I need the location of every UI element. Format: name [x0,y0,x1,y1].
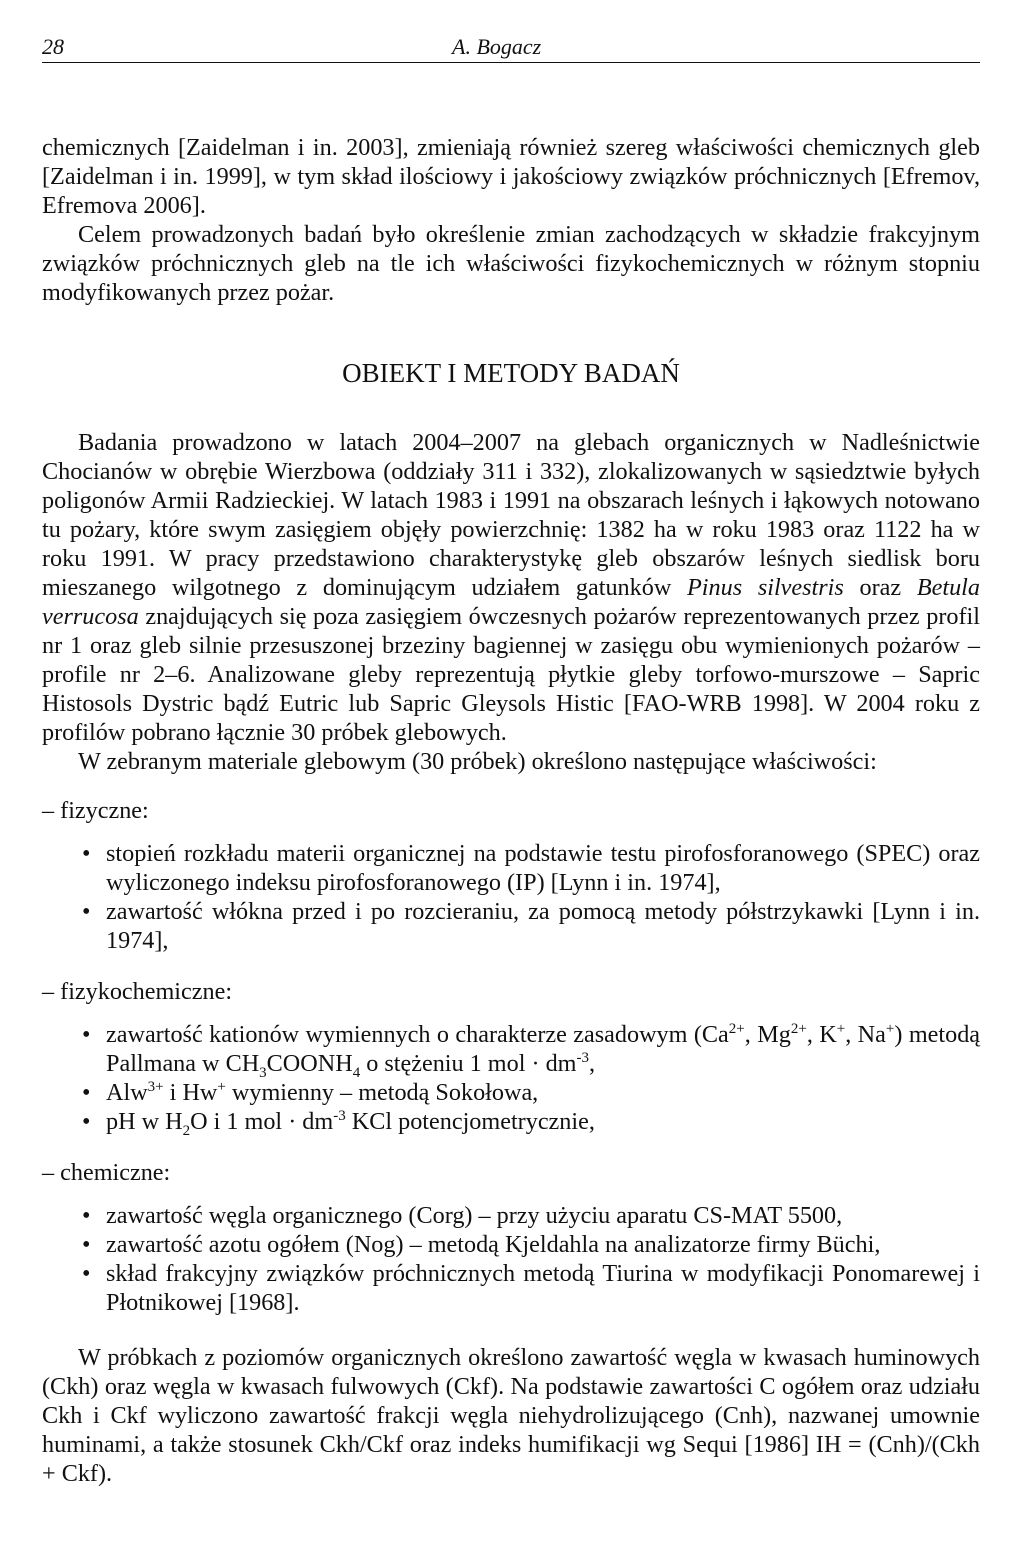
methods-text-c: znajdujących się poza zasięgiem ówczesnych pożarów reprezentowanych przez profil nr 1 oraz gleb silnie przesuszonej brzeziny bagiennej w zasięgu obu wymienionych pożarów – profile nr 2–6. Analizowane gleby reprezentują płytkie gleby torfowo-murszowe – Sapric Histosols Dystric bądź Eutric lub Sapric Gleysols Histic [FAO-WRB 1998]. W 2004 roku z profilów pobrano łącznie 30 próbek glebowych. [42,603,980,746]
running-header-author: A. Bogacz [452,34,542,59]
methods-text-a: Badania prowadzono w latach 2004–2007 na glebach organicznych w Nadleśnictwie Chocianów w obrębie Wierzbowa (oddziały 311 i 332), zlokalizowanych w sąsiedztwie byłych poligonów Armii Radzieckiej. W latach 1983 i 1991 na obszarach leśnych i łąkowych notowano tu pożary, które swym zasięgiem objęły powierzchnię: 1382 ha w roku 1983 oraz 1122 ha w roku 1991. W pracy przedstawiono charakterystykę gleb obszarów leśnych siedlisk boru mieszanego wilgotnego z dominującym udziałem gatunków [42,429,980,601]
species-pinus: Pinus silvestris [687,574,844,601]
running-header [42,30,980,63]
physicochemical-list [82,1020,981,1139]
body-text [42,133,980,1488]
list-item [82,1259,980,1317]
section-title: OBIEKT I METODY BADAŃ [342,358,680,388]
methods-paragraph-2: W zebranym materiale glebowym (30 próbek) określono następujące właściwości: [78,748,877,775]
list-item [82,1107,980,1139]
page-number: 28 [42,34,64,59]
list-item [82,1078,980,1107]
bullet-icon: • [82,1108,91,1135]
bullet-icon: • [82,1231,91,1258]
methods-text-b: oraz [843,574,917,601]
list-item-text: zawartość kationów wymiennych o charakterze zasadowym ($Ca^{2+}$, $Mg^{2+}$, K+, Na+) metodą Pallmana w $CH_3COONH_4$ o stężeniu 1 mol · $dm^{-3}$, [106,1020,981,1081]
list-item [82,1020,981,1081]
bullet-icon: • [82,1202,91,1229]
list-item-text: pH w $H_2O$ i 1 mol · $dm^{-3}$ KCl potencjometrycznie, [106,1107,595,1139]
species-betula: Betula verrucosa [42,574,980,630]
final-paragraph: W próbkach z poziomów organicznych określono zawartość węgla w kwasach huminowych (Ckh) oraz węgla w kwasach fulwowych (Ckf). Na podstawie zawartości C ogółem oraz udziału Ckh i Ckf wyliczono zawartość frakcji węgla niehydrolizującego (Cnh), nazwanej umownie huminami, a także stosunek Ckh/Ckf oraz indeks humifikacji wg Sequi [1986] IH = (Cnh)/(Ckh + Ckf). [42,1344,980,1487]
list-item-text: skład frakcyjny związków próchnicznych metodą Tiurina w modyfikacji Ponomarewej i Płotnikowej [1968]. [106,1260,980,1316]
bullet-icon: • [82,898,91,925]
intro-paragraph-1: chemicznych [Zaidelman i in. 2003], zmieniają również szereg właściwości chemicznych gleb [Zaidelman i in. 1999], w tym skład ilościowy i jakościowy związków próchnicznych [Efremov, Efremova 2006]. [42,134,980,219]
list-item-text: stopień rozkładu materii organicznej na podstawie testu pirofosforanowego (SPEC) oraz wyliczonego indeksu pirofosforanowego (IP) [Lynn i in. 1974], [106,840,980,896]
list-item [82,1230,980,1259]
bullet-icon: • [82,1079,91,1106]
chemical-heading: – chemiczne: [42,1159,171,1186]
physicochemical-heading: – fizykochemiczne: [42,978,233,1005]
list-item-text: zawartość azotu ogółem (Nog) – metodą Kjeldahla na analizatorze firmy Büchi, [106,1231,881,1258]
list-item-text: Alw$^{3+}$ i Hw+ wymienny – metodą Sokołowa, [106,1078,539,1106]
bullet-icon: • [82,1260,91,1287]
list-item [82,897,980,955]
document-page [42,30,980,1488]
bullet-icon: • [82,1021,91,1048]
physical-list [82,839,980,955]
list-item-text: zawartość węgla organicznego (Corg) – przy użyciu aparatu CS-MAT 5500, [106,1202,843,1229]
list-item [82,839,980,897]
list-item [82,1201,980,1230]
chemical-list [82,1201,980,1317]
intro-paragraph-2: Celem prowadzonych badań było określenie zmian zachodzących w składzie frakcyjnym związków próchnicznych gleb na tle ich właściwości fizykochemicznych w różnym stopniu modyfikowanych przez pożar. [42,221,980,306]
list-item-text: zawartość włókna przed i po rozcieraniu, za pomocą metody półstrzykawki [Lynn i in. 1974], [106,898,980,954]
physical-heading: – fizyczne: [42,797,149,824]
bullet-icon: • [82,840,91,867]
methods-paragraph-1 [42,428,980,747]
